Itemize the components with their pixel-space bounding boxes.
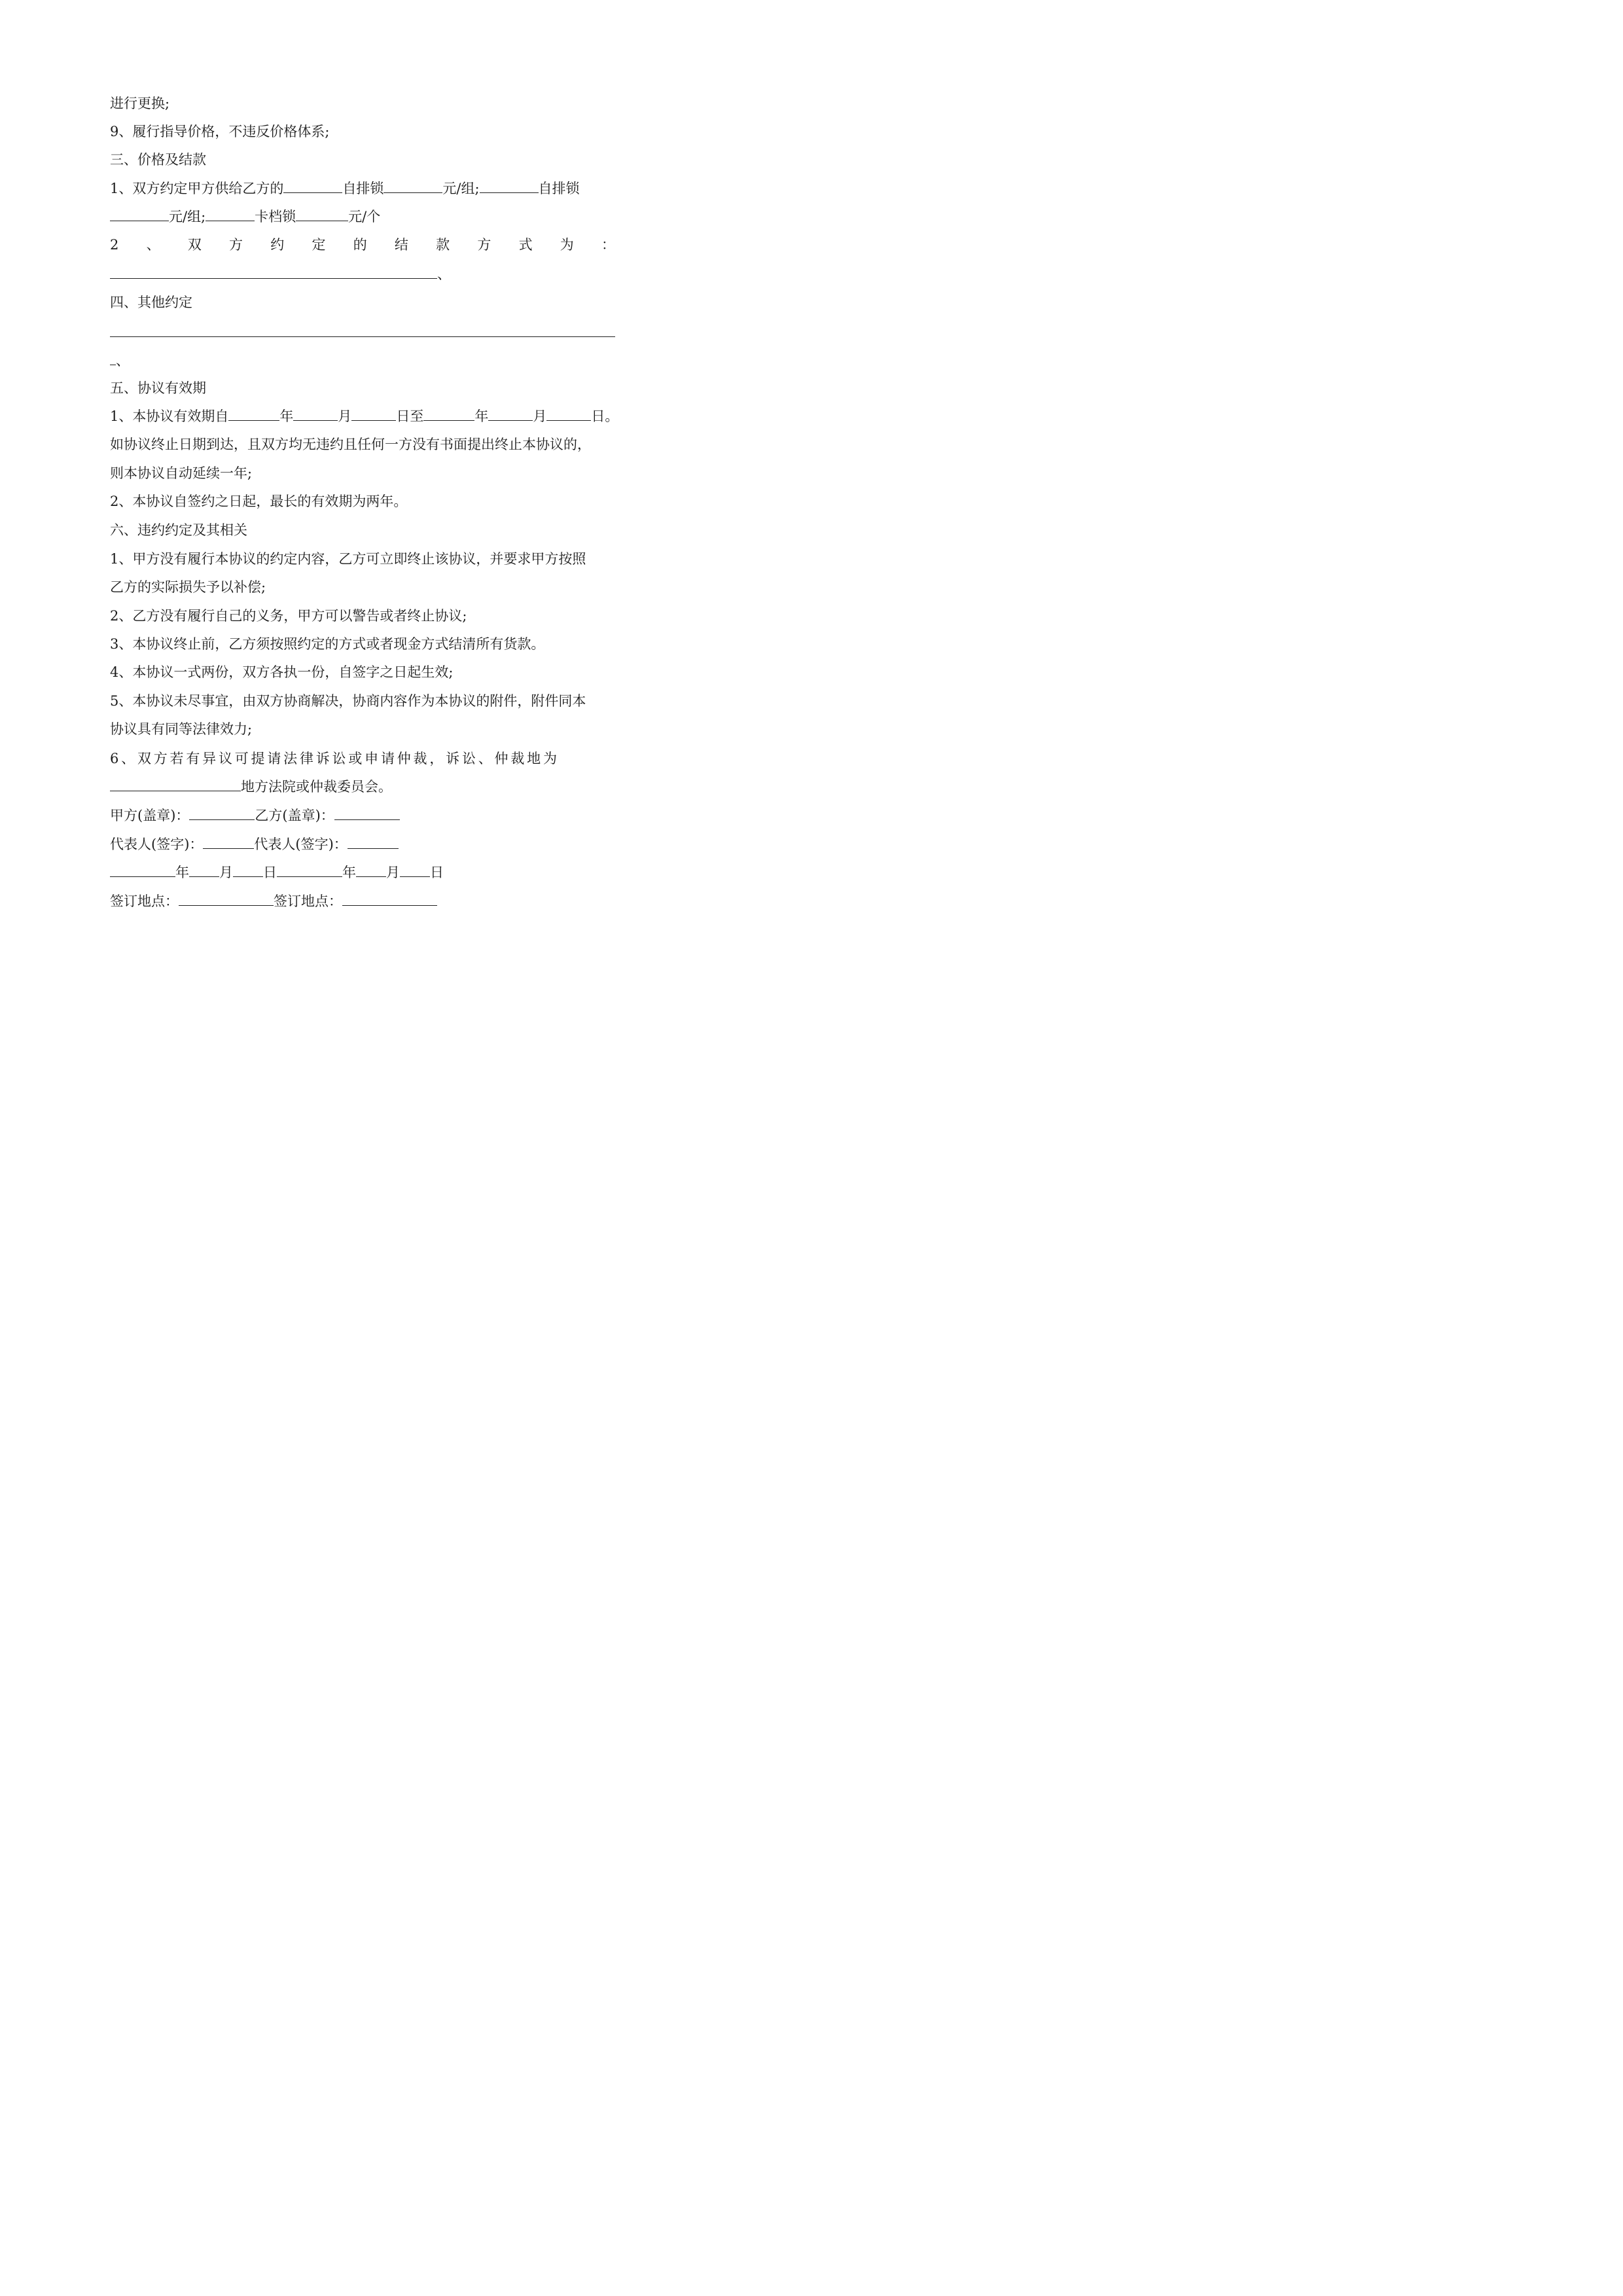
breach-clause-6: 6、双方若有异议可提请法律诉讼或申请仲裁，诉讼、仲裁地为 bbox=[110, 751, 560, 766]
text: 年 bbox=[342, 865, 356, 880]
text: 月 bbox=[386, 865, 400, 880]
text: 代表人(签字)： bbox=[254, 836, 348, 852]
text: 月 bbox=[338, 408, 352, 424]
text: 、 bbox=[437, 266, 451, 282]
blank-field bbox=[283, 181, 342, 193]
other-terms-rule bbox=[110, 336, 615, 337]
text: 1、双方约定甲方供给乙方的 bbox=[110, 181, 284, 196]
text: 乙方(盖章)： bbox=[255, 808, 334, 823]
text: 结 bbox=[394, 237, 408, 253]
text: 年 bbox=[474, 408, 489, 424]
signing-place-line bbox=[110, 892, 437, 910]
blank-field bbox=[110, 209, 169, 221]
blank-field bbox=[203, 836, 254, 849]
payment-method-blank-line bbox=[110, 265, 451, 283]
seal-line bbox=[110, 806, 400, 825]
section-3-heading: 三、价格及结款 bbox=[110, 152, 206, 168]
section-4-heading: 四、其他约定 bbox=[110, 295, 192, 310]
line-replace: 进行更换; bbox=[110, 96, 170, 111]
text: 定 bbox=[312, 237, 326, 253]
auto-renewal-text: 如协议终止日期到达，且双方均无违约且任何一方没有书面提出终止本协议的， bbox=[110, 437, 591, 452]
blank-field bbox=[400, 865, 430, 877]
text: 月 bbox=[219, 865, 233, 880]
blank-field bbox=[296, 209, 348, 221]
text: 款 bbox=[436, 237, 450, 253]
validity-clause-1 bbox=[110, 407, 618, 425]
blank-field bbox=[179, 893, 274, 906]
text: 1、本协议有效期自 bbox=[110, 408, 229, 424]
text: 方 bbox=[477, 237, 491, 253]
breach-clause-3: 3、本协议终止前，乙方须按照约定的方式或者现金方式结清所有货款。 bbox=[110, 636, 545, 652]
text: 、 bbox=[116, 353, 130, 368]
blank-field bbox=[342, 893, 437, 906]
blank-field bbox=[546, 408, 591, 421]
text: 年 bbox=[175, 865, 189, 880]
validity-clause-2: 2、本协议自签约之日起，最长的有效期为两年。 bbox=[110, 493, 408, 509]
text: 的 bbox=[353, 237, 367, 253]
blank-field bbox=[110, 266, 437, 279]
blank-field bbox=[233, 865, 263, 877]
text: 式 bbox=[518, 237, 533, 253]
blank-field bbox=[423, 408, 474, 421]
text: 日。 bbox=[591, 408, 619, 424]
blank-field bbox=[293, 408, 338, 421]
breach-clause-2: 2、乙方没有履行自己的义务，甲方可以警告或者终止协议; bbox=[110, 608, 467, 624]
blank-field bbox=[110, 779, 241, 791]
blank-field bbox=[348, 836, 399, 849]
signature-line bbox=[110, 835, 399, 853]
blank-field bbox=[189, 865, 219, 877]
text: 方 bbox=[229, 237, 243, 253]
breach-clause-5: 5、本协议未尽事宜，由双方协商解决，协商内容作为本协议的附件，附件同本 bbox=[110, 693, 586, 709]
text: 日至 bbox=[396, 408, 424, 424]
text: 签订地点： bbox=[110, 893, 179, 909]
text: 甲方(盖章)： bbox=[110, 808, 190, 823]
blank-field bbox=[110, 353, 116, 365]
blank-field bbox=[356, 865, 386, 877]
blank-field bbox=[383, 181, 442, 193]
clause-9: 9、履行指导价格，不违反价格体系; bbox=[110, 124, 330, 139]
text: 日 bbox=[430, 865, 444, 880]
text: 代表人(签字)： bbox=[110, 836, 204, 852]
text: 元/组; bbox=[442, 181, 480, 196]
text: 为 bbox=[560, 237, 574, 253]
text: 年 bbox=[279, 408, 294, 424]
text: 、 bbox=[146, 237, 160, 253]
text: 约 bbox=[270, 237, 285, 253]
text: 元/个 bbox=[348, 209, 381, 224]
blank-field bbox=[228, 408, 279, 421]
section-6-heading: 六、违约约定及其相关 bbox=[110, 522, 247, 538]
blank-field bbox=[334, 808, 400, 820]
price-clause-1-cont bbox=[110, 207, 380, 226]
breach-clause-5-cont: 协议具有同等法律效力; bbox=[110, 721, 253, 737]
payment-method-clause bbox=[110, 236, 615, 254]
text: 签订地点： bbox=[274, 893, 342, 909]
breach-clause-4: 4、本协议一式两份，双方各执一份，自签字之日起生效; bbox=[110, 664, 454, 680]
text: 日 bbox=[263, 865, 277, 880]
text: 自排锁 bbox=[342, 181, 384, 196]
price-clause-1 bbox=[110, 179, 580, 198]
date-line bbox=[110, 863, 444, 882]
blank-field bbox=[277, 865, 342, 877]
blank-field bbox=[351, 408, 396, 421]
text: 2 bbox=[110, 237, 119, 253]
auto-renewal-text-cont: 则本协议自动延续一年; bbox=[110, 465, 253, 481]
blank-field bbox=[488, 408, 533, 421]
text: 月 bbox=[533, 408, 547, 424]
other-terms-tail bbox=[110, 351, 130, 370]
breach-clause-1-cont: 乙方的实际损失予以补偿; bbox=[110, 579, 266, 595]
blank-field bbox=[205, 209, 255, 221]
text: 自排锁 bbox=[538, 181, 580, 196]
text: 卡档锁 bbox=[255, 209, 296, 224]
blank-field bbox=[480, 181, 539, 193]
text: 双 bbox=[187, 237, 202, 253]
breach-clause-1: 1、甲方没有履行本协议的约定内容，乙方可立即终止该协议，并要求甲方按照 bbox=[110, 551, 586, 567]
section-5-heading: 五、协议有效期 bbox=[110, 380, 206, 396]
text: ： bbox=[601, 237, 615, 253]
breach-clause-6-cont bbox=[110, 778, 392, 796]
text: 地方法院或仲裁委员会。 bbox=[241, 779, 392, 795]
text: 元/组; bbox=[169, 209, 206, 224]
blank-field bbox=[110, 865, 175, 877]
blank-field bbox=[189, 808, 255, 820]
